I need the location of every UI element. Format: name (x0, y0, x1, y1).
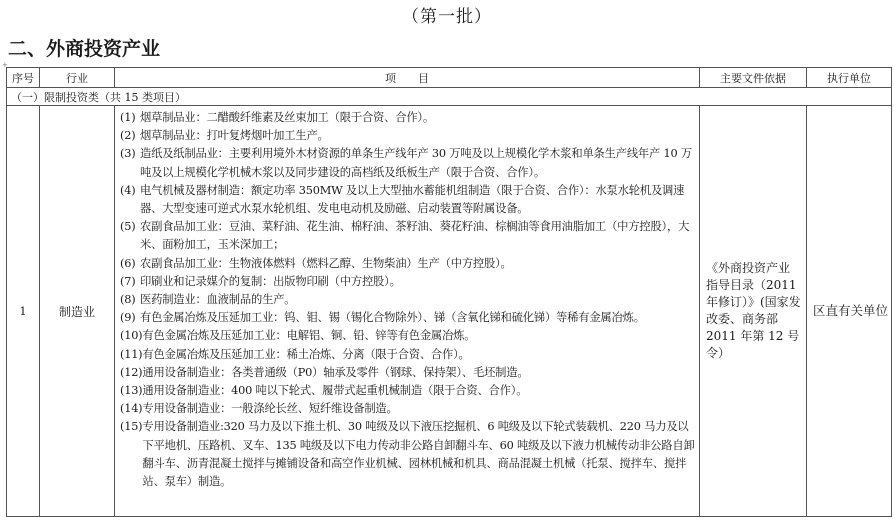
investment-table (6, 67, 892, 517)
item-number: (1) (120, 111, 136, 124)
item-text: 烟草制品业：打叶复烤烟叶加工生产。 (140, 129, 329, 143)
list-item (120, 255, 695, 273)
item-number: (11) (120, 347, 143, 361)
item-number: (10) (120, 329, 143, 343)
item-number: (9) (120, 311, 136, 325)
item-text: 烟草制品业：二醋酸纤维素及丝束加工（限于合资、合作）。 (140, 111, 434, 124)
item-number: (3) (120, 147, 136, 161)
list-item (120, 364, 695, 382)
item-number: (14) (120, 402, 143, 416)
item-number: (8) (120, 293, 136, 307)
list-item (120, 291, 695, 309)
header-row (7, 68, 892, 88)
table-anchor-mark: + (2, 61, 8, 69)
list-item (120, 218, 695, 254)
item-text: 有色金属冶炼及压延加工业：稀土冶炼、分离（限于合资、合作）。 (142, 347, 470, 361)
item-number: (5) (120, 220, 136, 234)
list-item (120, 400, 695, 418)
col-header-items: 项 目 (115, 68, 700, 88)
list-item (120, 309, 695, 327)
item-number: (12) (120, 365, 143, 379)
list-item (120, 109, 695, 127)
table-row (7, 106, 892, 517)
document-basis-cell: 《外商投资产业指导目录（2011 年修订）》(国家发改委、商务部 2011 年第 12 号令） (700, 106, 807, 517)
col-header-industry: 行业 (40, 68, 115, 88)
item-text: 医药制造业：血液制品的生产。 (140, 293, 296, 307)
list-item (120, 145, 695, 181)
item-text: 通用设备制造业：400 吨以下轮式、履带式起重机械制造（限于合资、合作）。 (142, 384, 528, 398)
executing-unit-cell: 区直有关单位 (807, 106, 892, 517)
item-text: 农副食品加工业：豆油、菜籽油、花生油、棉籽油、茶籽油、葵花籽油、棕榈油等食用油脂加工（中方控股），大米、面粉加工，玉米深加工； (140, 220, 690, 252)
items-cell (115, 106, 700, 517)
list-item (120, 346, 695, 364)
section-title: 二、外商投资产业 (8, 38, 161, 60)
item-text: 有色金属冶炼及压延加工业：电解铝、铜、铅、锌等有色金属冶炼。 (142, 329, 476, 343)
item-number: (2) (120, 129, 136, 143)
col-header-unit: 执行单位 (807, 68, 892, 88)
item-number: (4) (120, 183, 136, 197)
items-list (115, 106, 699, 491)
item-number: (7) (120, 274, 136, 288)
item-text: 专用设备制造业:320 马力及以下推土机、30 吨级及以下液压挖掘机、6 吨级及以下轮式装载机、220 马力及以下平地机、压路机、叉车、135 吨级及以下电力传动非公路自卸翻斗车、60 吨级及以下液力机械传动非公路自卸翻斗车、沥青混凝土搅拌与摊铺设备和高空作业机械、园林机械和机具、商品混凝土机械（托泵、搅拌车、搅拌站、泵车）制造。 (142, 420, 695, 489)
col-header-no: 序号 (7, 68, 40, 88)
item-text: 造纸及纸制品业：主要利用境外木材资源的单条生产线年产 30 万吨及以上规模化学木浆和单条生产线年产 10 万吨及以上规模化学机械木浆以及同步建设的高档纸及纸板生产（限于合资、合作）。 (140, 147, 692, 179)
item-text: 印刷业和记录媒介的复制：出版物印刷（中方控股）。 (140, 274, 401, 288)
item-text: 农副食品加工业：生物液体燃料（燃料乙醇、生物柴油）生产（中方控股）。 (140, 256, 512, 270)
batch-title: （第一批） (402, 7, 492, 27)
item-number: (15) (120, 420, 143, 434)
list-item (120, 127, 695, 145)
list-item (120, 418, 695, 491)
list-item (120, 327, 695, 345)
list-item (120, 382, 695, 400)
item-text: 电气机械及器材制造：额定功率 350MW 及以上大型抽水蓄能机组制造（限于合资、合作）：水泵水轮机及调速器、大型变速可逆式水泵水轮机组、发电电动机及励磁、启动装置等附属设备。 (140, 183, 685, 216)
item-number: (13) (120, 384, 143, 398)
list-item (120, 182, 695, 218)
industry-cell: 制造业 (40, 106, 115, 517)
item-text: 专用设备制造业：一般涤纶长丝、短纤维设备制造。 (142, 402, 398, 416)
item-text: 有色金属冶炼及压延加工业：钨、钼、锡（锡化合物除外）、锑（含氧化锑和硫化锑）等稀有金属冶炼。 (140, 311, 645, 325)
list-item (120, 273, 695, 291)
col-header-document: 主要文件依据 (700, 68, 807, 88)
row-number: 1 (7, 106, 40, 517)
item-text: 通用设备制造业：各类普通级（P0）轴承及零件（钢球、保持架）、毛坯制造。 (142, 365, 529, 379)
category-label: （一）限制投资类（共 15 类项目） (7, 88, 892, 106)
category-row (7, 88, 892, 106)
item-number: (6) (120, 256, 136, 270)
